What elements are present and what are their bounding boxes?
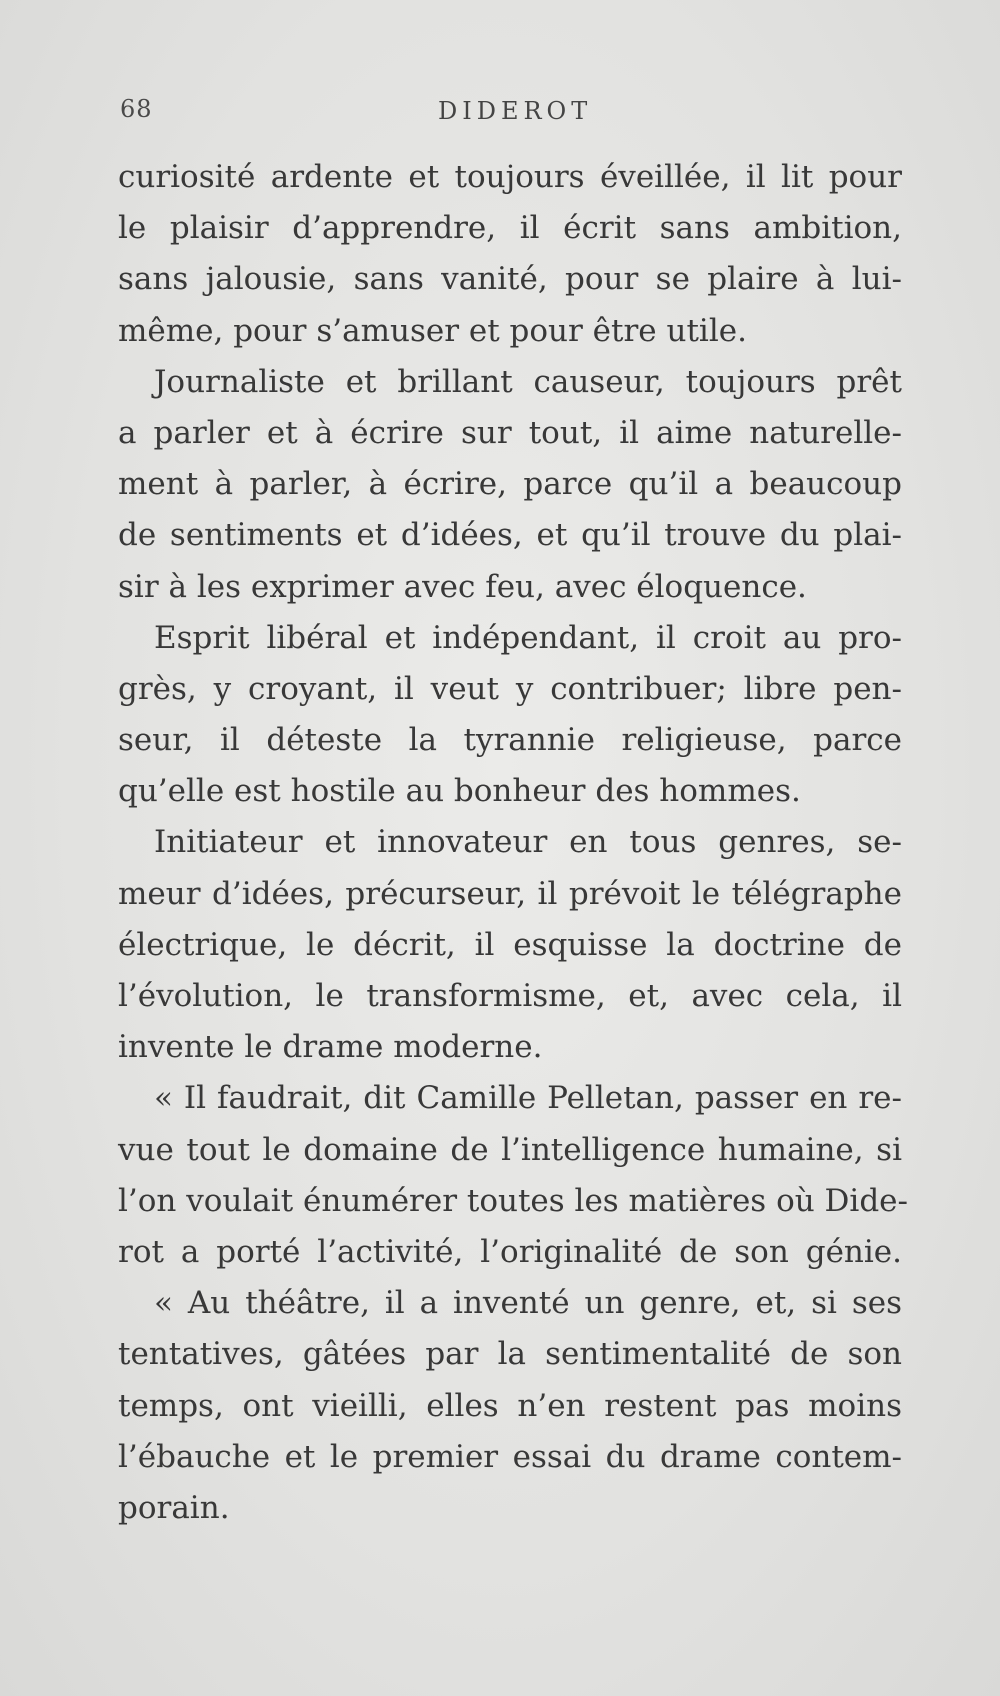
text-line: meur d’idées, précurseur, il prévoit le télégraphe — [118, 875, 902, 912]
text-line: rot a porté l’activité, l’originalité de son génie. — [118, 1233, 902, 1270]
text-line: ment à parler, à écrire, parce qu’il a beaucoup — [118, 466, 902, 503]
text-line: « Au théâtre, il a inventé un genre, et, si ses — [154, 1285, 902, 1322]
text-line: vue tout le domaine de l’intelligence humaine, si — [118, 1131, 902, 1168]
text-line: grès, y croyant, il veut y contribuer; libre pen- — [118, 670, 902, 707]
text-line: a parler et à écrire sur tout, il aime naturelle- — [118, 414, 902, 451]
page-number: 68 — [120, 95, 153, 123]
text-line: Esprit libéral et indépendant, il croit au pro- — [154, 619, 902, 656]
running-title: DIDEROT — [438, 97, 593, 125]
text-line: tentatives, gâtées par la sentimentalité de son — [118, 1336, 902, 1373]
text-line: curiosité ardente et toujours éveillée, il lit pour — [118, 159, 902, 195]
body-text — [118, 152, 908, 1534]
text-line: de sentiments et d’idées, et qu’il trouve du plai- — [118, 517, 902, 554]
text-line: l’ébauche et le premier essai du drame contem- — [118, 1438, 902, 1475]
text-line: seur, il déteste la tyrannie religieuse, parce — [118, 722, 902, 759]
text-line: l’évolution, le transformisme, et, avec cela, il — [118, 978, 902, 1014]
text-line: sir à les exprimer avec feu, avec éloquence. — [118, 568, 807, 605]
text-line: l’on voulait énumérer toutes les matières où Dide- — [118, 1182, 908, 1219]
text-line: même, pour s’amuser et pour être utile. — [118, 312, 747, 349]
page-header — [120, 95, 900, 135]
text-line: « Il faudrait, dit Camille Pelletan, passer en re- — [154, 1080, 902, 1117]
text-line: électrique, le décrit, il esquisse la doctrine de — [118, 926, 902, 963]
text-line: sans jalousie, sans vanité, pour se plaire à lui- — [118, 261, 902, 298]
text-line: porain. — [118, 1489, 230, 1526]
text-line: temps, ont vieilli, elles n’en restent pas moins — [118, 1387, 902, 1424]
text-line: le plaisir d’apprendre, il écrit sans ambition, — [118, 210, 902, 247]
text-line: Journaliste et brillant causeur, toujours prêt — [154, 363, 902, 400]
text-line: qu’elle est hostile au bonheur des hommes. — [118, 773, 801, 810]
text-line: Initiateur et innovateur en tous genres, se- — [154, 824, 902, 861]
text-line: invente le drame moderne. — [118, 1029, 543, 1066]
